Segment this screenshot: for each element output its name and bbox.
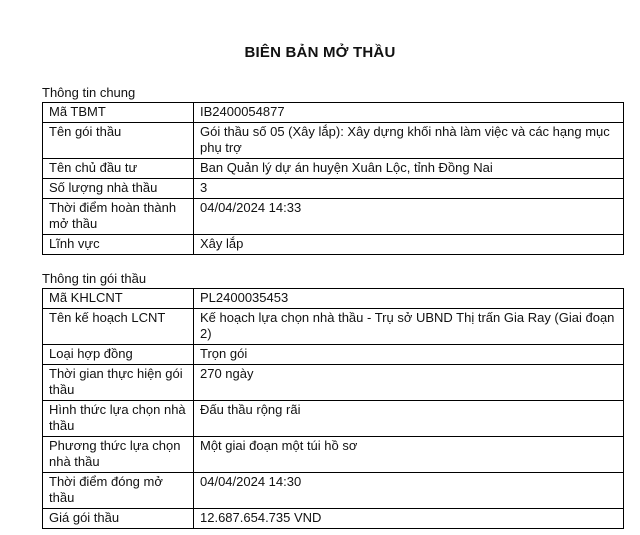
row-value: Gói thầu số 05 (Xây lắp): Xây dựng khối nhà làm việc và các hạng mục phụ trợ bbox=[194, 123, 624, 159]
table-row-package-price bbox=[43, 509, 624, 529]
row-label: Thời điểm đóng mở thầu bbox=[43, 473, 194, 509]
document-title: BIÊN BẢN MỞ THẦU bbox=[244, 44, 396, 61]
row-value: 270 ngày bbox=[194, 365, 624, 401]
table-row-selection-form bbox=[43, 401, 624, 437]
row-value: Một giai đoạn một túi hồ sơ bbox=[194, 437, 624, 473]
package-info-heading: Thông tin gói thầu bbox=[42, 271, 147, 286]
row-value: 04/04/2024 14:30 bbox=[194, 473, 624, 509]
row-label: Mã TBMT bbox=[43, 103, 194, 123]
row-label: Loại hợp đồng bbox=[43, 345, 194, 365]
row-value: IB2400054877 bbox=[194, 103, 624, 123]
row-label: Thời điểm hoàn thành mở thầu bbox=[43, 199, 194, 235]
table-row-selection-method bbox=[43, 437, 624, 473]
table-row-investor bbox=[43, 159, 624, 179]
row-label: Tên chủ đầu tư bbox=[43, 159, 194, 179]
row-value: PL2400035453 bbox=[194, 289, 624, 309]
table-row-opening-completed bbox=[43, 199, 624, 235]
row-label: Hình thức lựa chọn nhà thầu bbox=[43, 401, 194, 437]
row-value: Ban Quản lý dự án huyện Xuân Lộc, tỉnh Đồng Nai bbox=[194, 159, 624, 179]
table-row-bidder-count bbox=[43, 179, 624, 199]
general-info-table bbox=[42, 102, 624, 255]
table-row-closing-time bbox=[43, 473, 624, 509]
table-row-field bbox=[43, 235, 624, 255]
row-value: 3 bbox=[194, 179, 624, 199]
table-row-tbmt-code bbox=[43, 103, 624, 123]
row-label: Thời gian thực hiện gói thầu bbox=[43, 365, 194, 401]
row-label: Giá gói thầu bbox=[43, 509, 194, 529]
row-label: Số lượng nhà thầu bbox=[43, 179, 194, 199]
table-row-package-name bbox=[43, 123, 624, 159]
row-value: Trọn gói bbox=[194, 345, 624, 365]
table-row-contract-type bbox=[43, 345, 624, 365]
row-value: Kế hoạch lựa chọn nhà thầu - Trụ sở UBND Thị trấn Gia Ray (Giai đoạn 2) bbox=[194, 309, 624, 345]
row-label: Tên kế hoạch LCNT bbox=[43, 309, 194, 345]
table-row-khlcnt-code bbox=[43, 289, 624, 309]
row-label: Mã KHLCNT bbox=[43, 289, 194, 309]
row-label: Phương thức lựa chọn nhà thầu bbox=[43, 437, 194, 473]
table-row-plan-name bbox=[43, 309, 624, 345]
row-value: Đấu thầu rộng rãi bbox=[194, 401, 624, 437]
row-label: Lĩnh vực bbox=[43, 235, 194, 255]
general-info-heading: Thông tin chung bbox=[42, 85, 136, 100]
package-info-table bbox=[42, 288, 624, 529]
table-row-duration bbox=[43, 365, 624, 401]
row-value: Xây lắp bbox=[194, 235, 624, 255]
row-value: 04/04/2024 14:33 bbox=[194, 199, 624, 235]
row-value: 12.687.654.735 VND bbox=[194, 509, 624, 529]
row-label: Tên gói thầu bbox=[43, 123, 194, 159]
